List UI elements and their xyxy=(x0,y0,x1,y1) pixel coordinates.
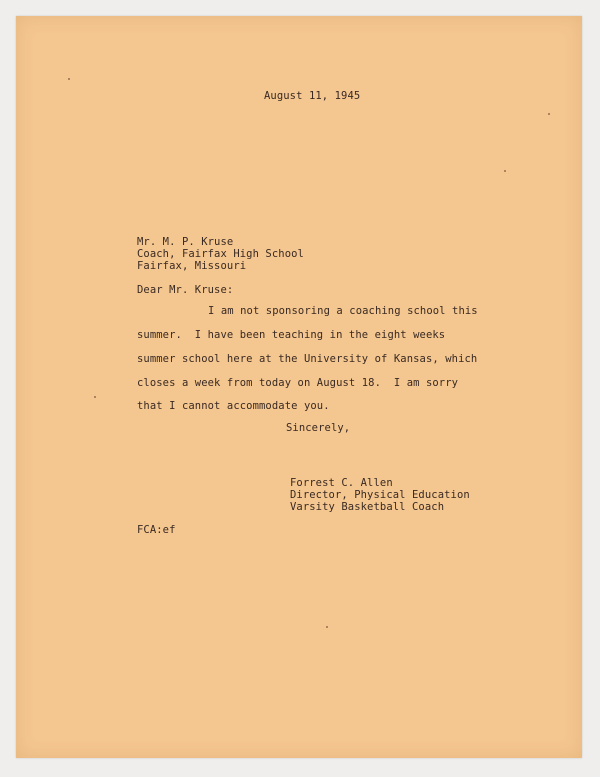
salutation: Dear Mr. Kruse: xyxy=(137,284,234,296)
body-line: that I cannot accommodate you. xyxy=(137,400,330,412)
paper-speck xyxy=(504,170,506,172)
paper-speck xyxy=(548,113,550,115)
recipient-name: Mr. M. P. Kruse xyxy=(137,236,234,248)
letter-date: August 11, 1945 xyxy=(264,90,361,102)
recipient-location: Fairfax, Missouri xyxy=(137,260,247,272)
body-line: I am not sponsoring a coaching school this xyxy=(208,305,478,317)
paper-speck xyxy=(94,396,96,398)
signature-name: Forrest C. Allen xyxy=(290,477,393,489)
paper-speck xyxy=(68,78,70,80)
body-line: summer. I have been teaching in the eight weeks xyxy=(137,329,446,341)
reference-initials: FCA:ef xyxy=(137,524,176,536)
recipient-title: Coach, Fairfax High School xyxy=(137,248,304,260)
body-line: closes a week from today on August 18. I am sorry xyxy=(137,377,459,389)
letter-page xyxy=(16,16,582,758)
paper-speck xyxy=(326,626,328,628)
closing: Sincerely, xyxy=(286,422,351,434)
signature-title: Varsity Basketball Coach xyxy=(290,501,445,513)
body-line: summer school here at the University of Kansas, which xyxy=(137,353,478,365)
signature-title: Director, Physical Education xyxy=(290,489,470,501)
